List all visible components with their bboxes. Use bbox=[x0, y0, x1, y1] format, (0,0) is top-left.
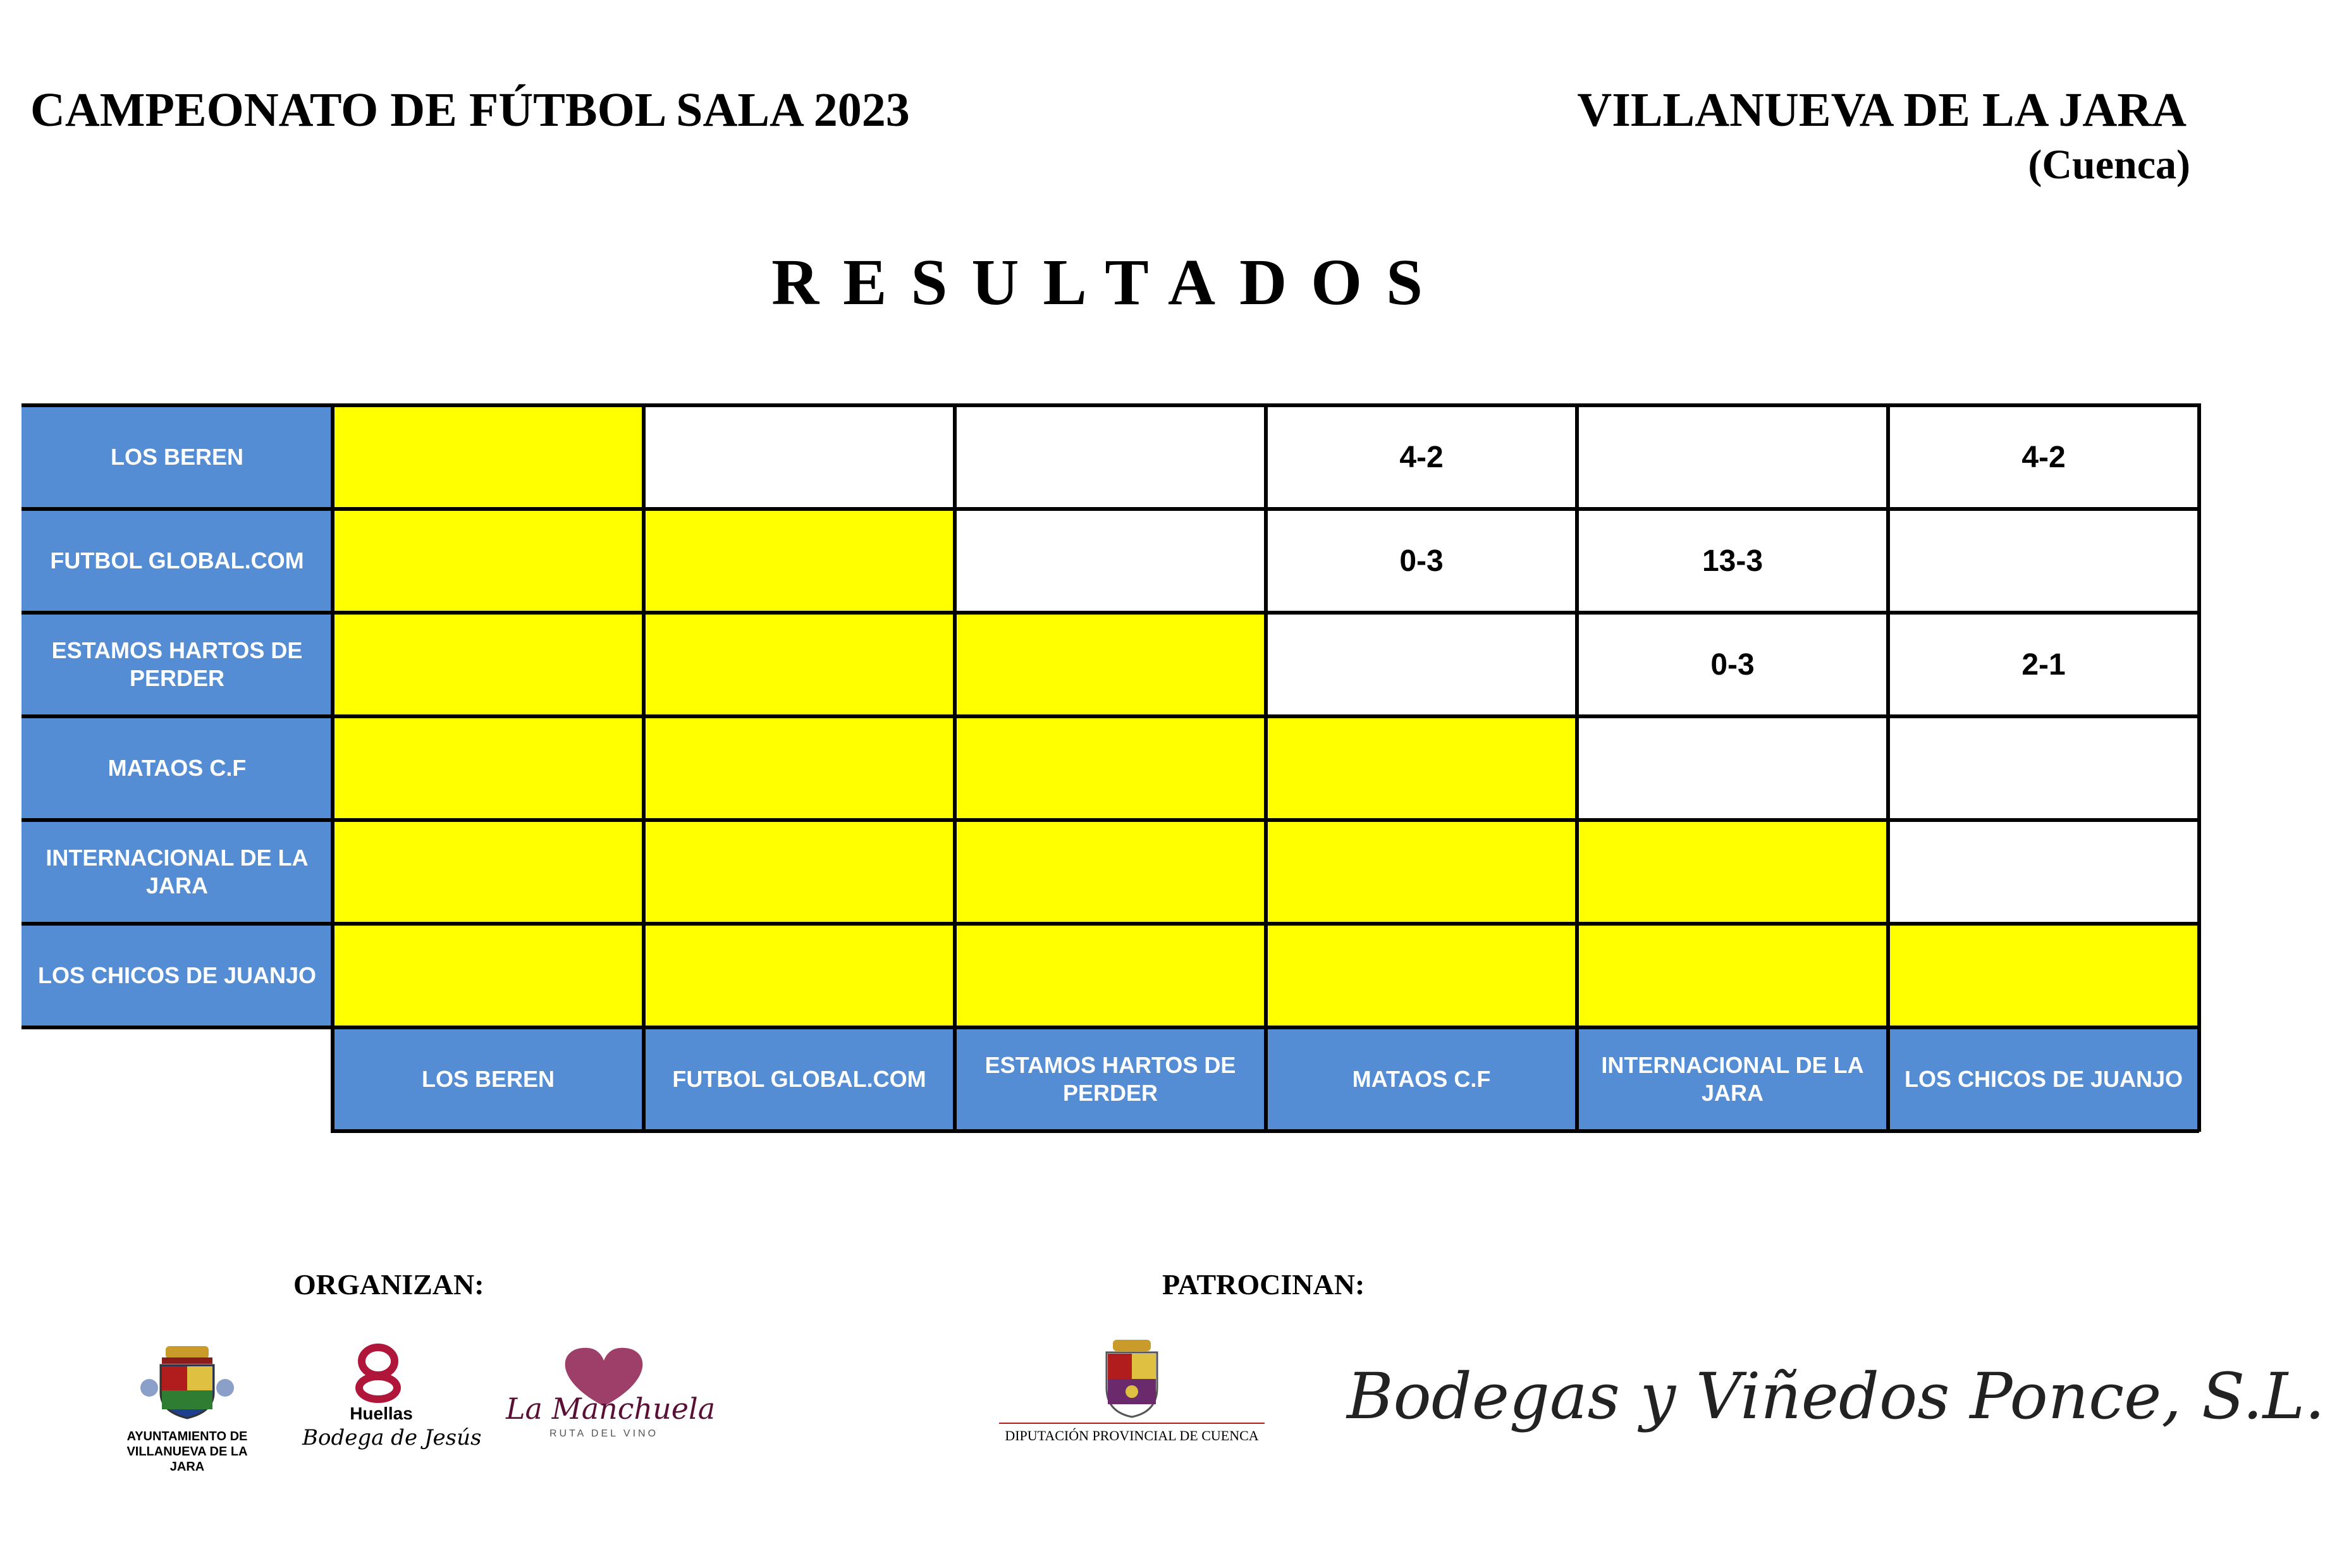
grid-line bbox=[21, 507, 2199, 511]
grid-line bbox=[1575, 403, 1579, 1132]
ayuntamiento-logo bbox=[124, 1344, 250, 1474]
result-cell bbox=[1266, 405, 1577, 509]
result-cell bbox=[1888, 509, 2199, 613]
result-cell bbox=[955, 405, 1266, 509]
blocked-cell bbox=[1577, 820, 1888, 924]
column-team-label: LOS BEREN bbox=[333, 1027, 644, 1131]
result-cell bbox=[1577, 613, 1888, 716]
blocked-cell bbox=[644, 613, 955, 716]
huellas-mark-icon bbox=[302, 1344, 460, 1400]
blocked-cell bbox=[955, 820, 1266, 924]
town-shield-icon bbox=[124, 1344, 250, 1419]
blocked-cell bbox=[644, 509, 955, 613]
bodegas-ponce-logo: Bodegas y Viñedos Ponce, S.L. bbox=[1347, 1359, 2325, 1433]
grid-line bbox=[2197, 403, 2201, 1132]
grid-line bbox=[21, 1026, 2199, 1029]
organizers-label: ORGANIZAN: bbox=[293, 1268, 484, 1301]
match-score: 4-2 bbox=[2021, 440, 2066, 474]
blocked-cell bbox=[333, 509, 644, 613]
ayuntamiento-line1: AYUNTAMIENTO DE bbox=[126, 1430, 248, 1443]
row-team-label: LOS BEREN bbox=[21, 405, 333, 509]
grid-line bbox=[21, 403, 2199, 407]
grid-line bbox=[21, 922, 2199, 926]
match-score: 4-2 bbox=[1399, 440, 1444, 474]
blocked-cell bbox=[333, 613, 644, 716]
manchuela-subtitle: RUTA DEL VINO bbox=[549, 1428, 659, 1439]
sponsors-label: PATROCINAN: bbox=[1162, 1268, 1365, 1301]
blocked-cell bbox=[955, 716, 1266, 820]
blocked-cell bbox=[1577, 924, 1888, 1027]
result-cell bbox=[1888, 820, 2199, 924]
ayuntamiento-line2: VILLANUEVA DE LA JARA bbox=[126, 1445, 248, 1474]
row-team-label: ESTAMOS HARTOS DE PERDER bbox=[21, 613, 333, 716]
column-team-label: ESTAMOS HARTOS DE PERDER bbox=[955, 1027, 1266, 1131]
huellas-logo bbox=[302, 1344, 482, 1470]
grid-line bbox=[1886, 403, 1890, 1132]
results-heading: RESULTADOS bbox=[771, 246, 1447, 319]
column-team-label: FUTBOL GLOBAL.COM bbox=[644, 1027, 955, 1131]
province-shield-icon bbox=[999, 1337, 1265, 1419]
row-team-label: INTERNACIONAL DE LA JARA bbox=[21, 820, 333, 924]
result-cell bbox=[1888, 613, 2199, 716]
result-cell bbox=[1577, 405, 1888, 509]
province-name: (Cuenca) bbox=[2028, 142, 2190, 188]
championship-title: CAMPEONATO DE FÚTBOL SALA 2023 bbox=[30, 83, 910, 137]
blocked-cell bbox=[333, 820, 644, 924]
grid-line bbox=[642, 403, 646, 1132]
match-score: 2-1 bbox=[2021, 647, 2066, 682]
row-team-label: FUTBOL GLOBAL.COM bbox=[21, 509, 333, 613]
result-cell bbox=[1888, 405, 2199, 509]
blocked-cell bbox=[1266, 924, 1577, 1027]
column-team-label: MATAOS C.F bbox=[1266, 1027, 1577, 1131]
match-score: 0-3 bbox=[1710, 647, 1755, 682]
result-cell bbox=[1266, 509, 1577, 613]
blocked-cell bbox=[1266, 716, 1577, 820]
result-cell bbox=[1577, 509, 1888, 613]
grid-line bbox=[331, 403, 334, 1132]
result-cell bbox=[955, 509, 1266, 613]
huellas-name: Huellas bbox=[350, 1404, 413, 1423]
grid-line bbox=[21, 611, 2199, 615]
row-team-label: LOS CHICOS DE JUANJO bbox=[21, 924, 333, 1027]
result-cell bbox=[1266, 613, 1577, 716]
blocked-cell bbox=[1888, 924, 2199, 1027]
result-cell bbox=[644, 405, 955, 509]
grid-line bbox=[953, 403, 957, 1132]
blocked-cell bbox=[644, 820, 955, 924]
grid-line bbox=[21, 714, 2199, 718]
grid-line bbox=[1264, 403, 1268, 1132]
manchuela-logo bbox=[506, 1340, 716, 1473]
huellas-signature: Bodega de Jesús bbox=[302, 1425, 482, 1450]
column-team-label: INTERNACIONAL DE LA JARA bbox=[1577, 1027, 1888, 1131]
diputacion-logo bbox=[999, 1337, 1265, 1464]
row-team-label: MATAOS C.F bbox=[21, 716, 333, 820]
blocked-cell bbox=[333, 405, 644, 509]
match-score: 0-3 bbox=[1399, 544, 1444, 578]
town-name: VILLANUEVA DE LA JARA bbox=[1577, 83, 2187, 137]
result-cell bbox=[1577, 716, 1888, 820]
blocked-cell bbox=[644, 924, 955, 1027]
column-team-label: LOS CHICOS DE JUANJO bbox=[1888, 1027, 2199, 1131]
grid-line bbox=[21, 818, 2199, 822]
manchuela-name: La Manchuela bbox=[506, 1392, 716, 1426]
match-score: 13-3 bbox=[1702, 544, 1764, 578]
blocked-cell bbox=[333, 924, 644, 1027]
blocked-cell bbox=[955, 613, 1266, 716]
diputacion-name: DIPUTACIÓN PROVINCIAL DE CUENCA bbox=[999, 1423, 1265, 1444]
blocked-cell bbox=[333, 716, 644, 820]
result-cell bbox=[1888, 716, 2199, 820]
blocked-cell bbox=[955, 924, 1266, 1027]
blocked-cell bbox=[644, 716, 955, 820]
blocked-cell bbox=[1266, 820, 1577, 924]
